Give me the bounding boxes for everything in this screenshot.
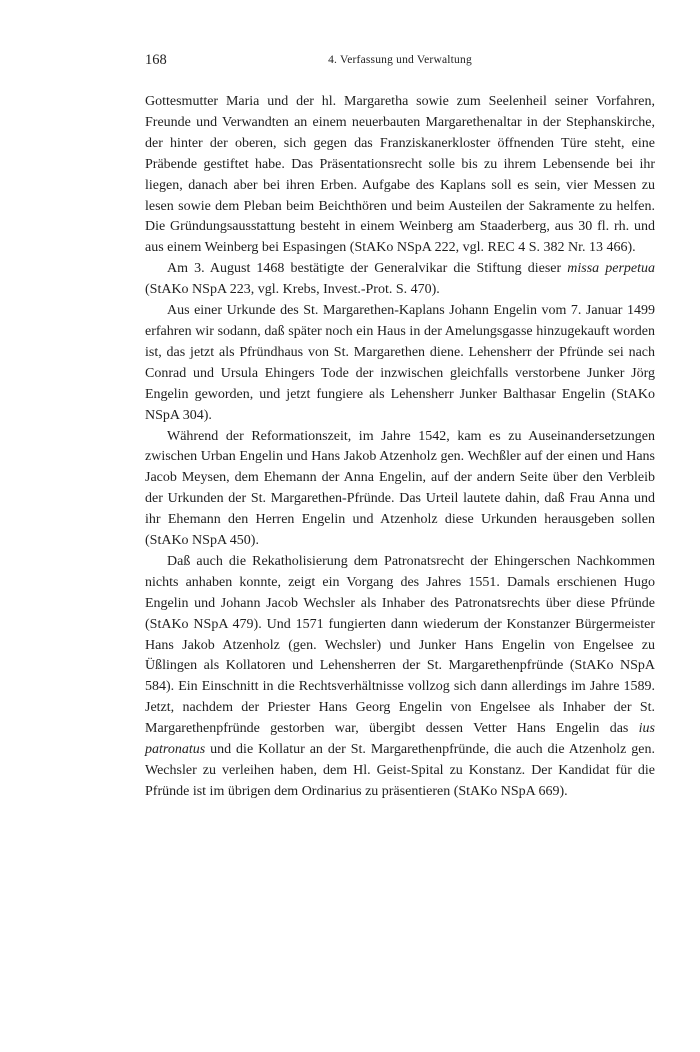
paragraph-reformation: Während der Reformationszeit, im Jahre 1542, kam es zu Auseinandersetzungen zwischen Urban Engelin und Hans Jakob Atzenholz gen. Wechßler auf der einen und Hans Jacob Meysen, dem Ehemann der Anna Engelin, auf der andern Seite über den Verbleib der Urkunden der St. Margarethen-Pfründe. Das Urteil lautete dahin, daß Frau Anna und ihr Ehemann den Herren Engelin und Atzenholz diese Urkunden herausgeben sollen (StAKo NSpA 450). — [145, 428, 655, 549]
paragraph-recatholicization — [145, 552, 655, 803]
running-title: 4. Verfassung und Verwaltung — [328, 54, 472, 66]
italic-term: missa perpetua — [567, 261, 655, 277]
paragraph-document-1499: Aus einer Urkunde des St. Margarethen-Kaplans Johann Engelin vom 7. Januar 1499 erfahren wir sodann, daß später noch ein Haus in der Amelungsgasse hinzugekauft worden ist, das jetzt als Pfründhaus von St. Margarethen diene. Lehensherr der Pfründe sei nach Conrad und Ursula Ehingers Tode der inzwischen gleichfalls verstorbene Junker Jörg Engelin geworden, und jetzt fungiere als Lehensherr Junker Balthasar Engelin (StAKo NSpA 304). — [145, 303, 655, 423]
paragraph-text: (StAKo NSpA 223, vgl. Krebs, Invest.-Prot. S. 470). — [145, 282, 440, 298]
paragraph-text: und die Kollatur an der St. Margarethenpfründe, die auch die Atzenholz gen. Wechsler zu verleihen haben, dem Hl. Geist-Spital zu Konstanz. Der Kandidat für die Pfründe ist im übrigen dem Ordinarius zu präsentieren (StAKo NSpA 669). — [145, 742, 655, 799]
paragraph-continuation: Gottesmutter Maria und der hl. Margaretha sowie zum Seelenheil seiner Vorfahren, Freunde und Verwandten an einem neuerbauten Margarethenaltar in der Stephanskirche, der hinter der oberen, sich gegen das Franziskanerkloster öffnenden Türe steht, eine Präbende gestiftet habe. Das Präsentationsrecht solle bis zu ihrem Lebensende bei ihr liegen, danach aber bei ihren Erben. Aufgabe des Kaplans soll es sein, vier Messen zu lesen sowie dem Pleban beim Beichthören und beim Austeilen der Sakramente zu helfen. Die Gründungsausstattung besteht in einem Weinberg am Staaderberg, aus 30 fl. rh. und aus einem Weinberg bei Espasingen (StAKo NSpA 222, vgl. REC 4 S. 382 Nr. 13 466). — [145, 94, 655, 256]
paragraph-confirmation-1468 — [145, 259, 655, 301]
page-number: 168 — [145, 52, 167, 68]
book-page — [145, 52, 655, 803]
italic-term: ius patronatus — [145, 721, 655, 758]
paragraph-text: Am 3. August 1468 bestätigte der Generalvikar die Stiftung dieser — [167, 261, 568, 277]
running-header — [145, 52, 655, 72]
paragraph-text: Daß auch die Rekatholisierung dem Patronatsrecht der Ehingerschen Nachkommen nichts anhaben konnte, zeigt ein Vorgang des Jahres 1551. Damals erschienen Hugo Engelin und Johann Jacob Wechsler als Inhaber des Patronatsrechts über diese Pfründe (StAKo NSpA 479). Und 1571 fungierten dann wiederum der Konstanzer Bürgermeister Hans Jakob Atzenholz (gen. Wechsler) und Junker Hans Engelin von Engelsee zu Üßlingen als Kollatoren und Lehensherren der St. Margarethenpfründe (StAKo NSpA 584). Ein Einschnitt in die Rechtsverhältnisse vollzog sich dann allerdings im Jahre 1589. Jetzt, nachdem der Priester Hans Georg Engelin von Engelsee als Inhaber der St. Margarethenpfründe gestorben war, übergibt dessen Vetter Hans Engelin das — [145, 553, 655, 737]
body-text — [145, 92, 655, 803]
